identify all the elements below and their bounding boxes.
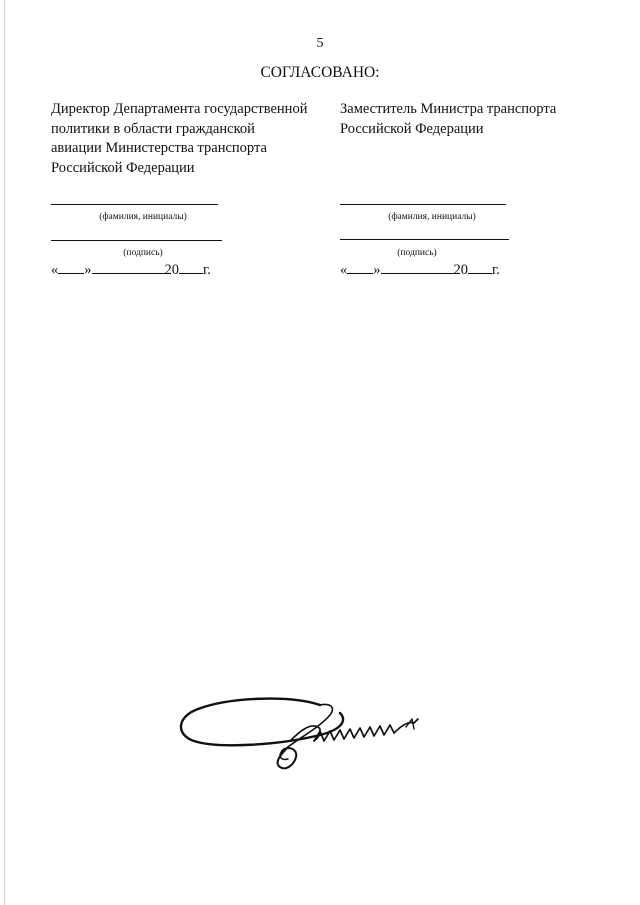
signature-caption: (подпись) (397, 248, 437, 258)
day-blank (58, 259, 84, 274)
position-line: Заместитель Министра транспорта (340, 101, 557, 117)
close-quote: » (373, 262, 381, 278)
close-quote: » (84, 262, 92, 278)
year-prefix: 20 (453, 262, 468, 278)
page-number: 5 (316, 36, 324, 51)
open-quote: « (51, 262, 59, 278)
date-row (340, 259, 500, 279)
right-approver-position (340, 100, 620, 139)
position-line: авиации Министерства транспорта (51, 140, 267, 156)
open-quote: « (340, 262, 348, 278)
year-suffix: г. (203, 262, 211, 278)
date-row (51, 259, 211, 279)
signature-line (340, 239, 509, 240)
month-blank (92, 259, 165, 274)
position-line: Российской Федерации (340, 120, 484, 137)
year-suffix: г. (492, 262, 500, 278)
month-blank (381, 259, 454, 274)
position-line: Российской Федерации (51, 159, 195, 176)
name-line (340, 204, 506, 205)
handwritten-signature-icon (170, 683, 430, 778)
signature-line (51, 240, 222, 241)
year-blank (468, 259, 492, 274)
name-line (51, 204, 218, 205)
left-approver-position (51, 100, 331, 178)
year-prefix: 20 (164, 262, 179, 278)
name-caption: (фамилия, инициалы) (99, 212, 187, 222)
position-line: Директор Департамента государственной (51, 101, 308, 117)
page-edge (4, 0, 5, 905)
name-caption: (фамилия, инициалы) (388, 212, 476, 222)
approval-heading: СОГЛАСОВАНО: (260, 64, 380, 81)
day-blank (347, 259, 373, 274)
position-line: политики в области гражданской (51, 120, 255, 137)
year-blank (179, 259, 203, 274)
signature-caption: (подпись) (123, 248, 163, 258)
